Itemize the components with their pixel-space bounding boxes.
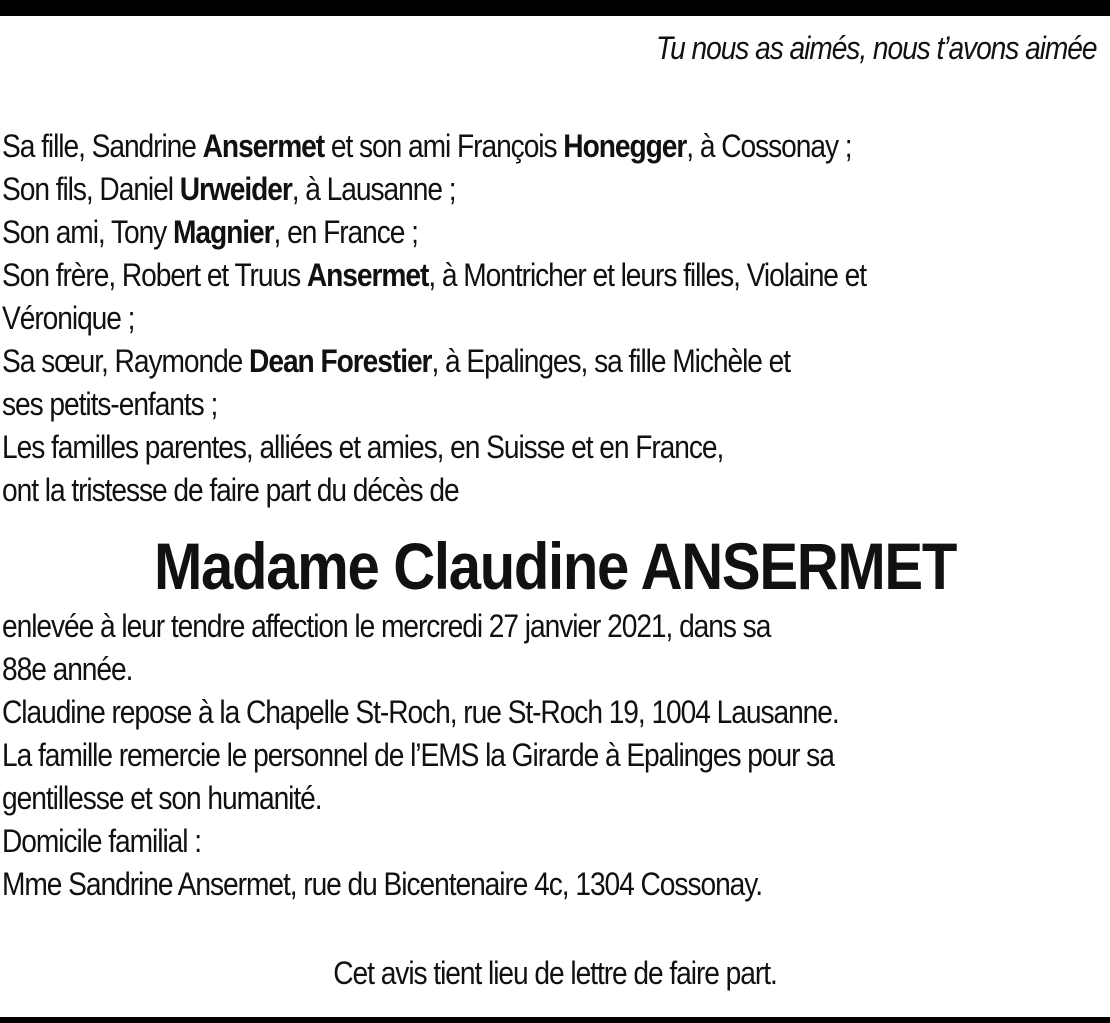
family-text: Son frère, Robert et Truus — [2, 257, 307, 293]
top-border-rule — [0, 0, 1110, 16]
family-text: Son fils, Daniel — [2, 171, 180, 207]
family-text: Véronique ; — [2, 300, 135, 336]
detail-line: Domicile familial : — [2, 823, 202, 859]
family-surname: Ansermet — [202, 128, 325, 164]
family-surname: Ansermet — [306, 257, 429, 293]
detail-line: enlevée à leur tendre affection le mercredi 27 janvier 2021, dans sa — [2, 608, 771, 644]
family-text: Sa sœur, Raymonde — [2, 343, 250, 379]
bottom-border-rule — [0, 1017, 1110, 1023]
family-surname: Magnier — [172, 214, 274, 250]
family-surname: Dean Forestier — [249, 343, 432, 379]
family-text: ses petits-enfants ; — [2, 386, 218, 422]
family-text: et son ami François — [324, 128, 564, 164]
family-surname: Urweider — [179, 171, 292, 207]
family-line — [2, 426, 1058, 469]
detail-line: La famille remercie le personnel de l’EMS la Girarde à Epalinges pour sa — [2, 737, 834, 773]
notice-footer: Cet avis tient lieu de lettre de faire part. — [333, 955, 777, 991]
family-line — [2, 254, 1058, 297]
family-line — [2, 340, 1058, 383]
family-text: , à Lausanne ; — [291, 171, 456, 207]
detail-line: gentillesse et son humanité. — [2, 780, 322, 816]
family-surname: Honegger — [563, 128, 687, 164]
family-announcement — [2, 125, 1110, 512]
detail-line: Claudine repose à la Chapelle St-Roch, rue St-Roch 19, 1004 Lausanne. — [2, 694, 839, 730]
family-line — [2, 383, 1058, 426]
notice-details — [2, 605, 1110, 906]
family-text: , en France ; — [273, 214, 418, 250]
family-text: Son ami, Tony — [2, 214, 173, 250]
family-line — [2, 469, 1058, 512]
family-line — [2, 168, 1058, 211]
family-text: ont la tristesse de faire part du décès de — [2, 472, 459, 508]
epigraph: Tu nous as aimés, nous t’avons aimée — [655, 30, 1096, 66]
family-line — [2, 211, 1058, 254]
family-text: , à Montricher et leurs filles, Violaine et — [428, 257, 867, 293]
detail-line: Mme Sandrine Ansermet, rue du Bicentenaire 4c, 1304 Cossonay. — [2, 866, 762, 902]
family-text: , à Epalinges, sa fille Michèle et — [431, 343, 791, 379]
family-text: , à Cossonay ; — [686, 128, 852, 164]
family-line — [2, 125, 1058, 168]
family-line — [2, 297, 1058, 340]
family-text: Les familles parentes, alliées et amies, en Suisse et en France, — [2, 429, 724, 465]
detail-line: 88e année. — [2, 651, 133, 687]
deceased-name: Madame Claudine ANSERMET — [153, 529, 957, 603]
family-text: Sa fille, Sandrine — [2, 128, 203, 164]
